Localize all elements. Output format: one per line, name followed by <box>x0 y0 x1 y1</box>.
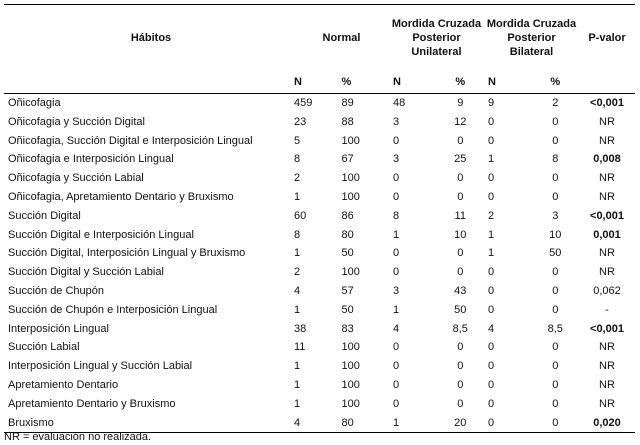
cell-bilateral-n: 0 <box>484 414 532 433</box>
cell-normal-n: 2 <box>294 172 301 185</box>
table-body <box>4 94 635 433</box>
table-row <box>4 150 635 169</box>
footnote: NR = evaluación no realizada. <box>4 431 152 443</box>
cell-pvalor: <0,001 <box>590 322 624 335</box>
cell-unilateral-pct: 10 <box>454 228 467 241</box>
cell-normal-pct: 100 <box>341 190 360 203</box>
cell-unilateral-n: 3 <box>393 284 400 297</box>
subheader-row <box>4 71 635 94</box>
cell-habito: Oñicofagia y Succión Digital <box>8 115 145 128</box>
cell-pvalor: NR <box>599 360 615 373</box>
table-row <box>4 113 635 132</box>
table-row <box>4 263 635 282</box>
cell-unilateral-n: 0 <box>393 172 400 185</box>
cell-pvalor: NR <box>599 134 615 147</box>
table-row <box>4 357 635 376</box>
cell-normal-pct: 88 <box>341 115 354 128</box>
cell-habito: Interposición Lingual <box>8 322 109 335</box>
cell-bilateral-pct: 2 <box>552 97 559 109</box>
cell-normal-n: 1 <box>294 303 301 316</box>
cell-normal-pct: 86 <box>341 209 354 222</box>
subheader-bilateral-n: N <box>488 76 496 88</box>
cell-unilateral-n: 0 <box>393 190 400 203</box>
cell-pvalor: - <box>605 303 609 316</box>
cell-pvalor: NR <box>599 115 615 128</box>
cell-normal-n: 5 <box>294 134 301 147</box>
cell-normal-pct: 100 <box>341 172 360 185</box>
cell-bilateral-n: 1 <box>488 228 495 241</box>
cell-normal-n: 38 <box>294 322 307 335</box>
cell-unilateral-pct: 0 <box>457 378 464 391</box>
cell-bilateral-pct: 8,5 <box>547 322 563 335</box>
table-row <box>4 94 635 113</box>
bilateral-line-1: Mordida Cruzada <box>486 18 577 30</box>
cell-bilateral-n: 0 <box>488 115 495 128</box>
cell-bilateral-n: 0 <box>488 190 495 203</box>
cell-bilateral-pct: 8 <box>552 153 559 166</box>
cell-pvalor: NR <box>599 341 615 354</box>
cell-bilateral-pct: 0 <box>552 172 559 185</box>
cell-habito: Oñicofagia, Succión Digital e Interposición Lingual <box>8 134 253 147</box>
cell-normal-n: 1 <box>294 247 301 260</box>
cell-bilateral-pct: 0 <box>552 190 559 203</box>
subheader-unilateral-n: N <box>393 76 401 88</box>
cell-bilateral-pct: 0 <box>552 378 559 391</box>
cell-bilateral-n: 0 <box>488 134 495 147</box>
cell-normal-n: 11 <box>294 341 306 354</box>
col-header-bilateral <box>484 5 579 72</box>
cell-bilateral-n: 0 <box>488 397 495 410</box>
unilateral-line-3: Unilateral <box>411 46 462 58</box>
cell-unilateral-pct: 20 <box>437 414 485 433</box>
cell-unilateral-pct: 0 <box>457 247 464 260</box>
cell-bilateral-n: 1 <box>488 247 495 260</box>
cell-normal-pct: 57 <box>341 284 354 297</box>
table-row <box>4 282 635 301</box>
cell-normal-n: 4 <box>294 414 342 433</box>
cell-normal-n: 4 <box>294 284 301 297</box>
cell-normal-pct: 50 <box>341 247 354 260</box>
cell-normal-pct: 100 <box>341 378 360 391</box>
table-row <box>4 244 635 263</box>
cell-unilateral-pct: 0 <box>457 172 464 185</box>
col-header-unilateral <box>389 5 484 72</box>
cell-habito: Succión Digital y Succión Labial <box>8 266 164 279</box>
cell-normal-n: 8 <box>294 153 301 166</box>
cell-bilateral-pct: 0 <box>552 341 559 354</box>
cell-unilateral-n: 0 <box>393 378 400 391</box>
cell-bilateral-n: 0 <box>488 266 495 279</box>
cell-bilateral-n: 0 <box>488 172 495 185</box>
cell-bilateral-pct: 0 <box>552 360 559 373</box>
cell-habito: Succión Digital, Interposición Lingual y Bruxismo <box>8 247 246 260</box>
cell-normal-n: 1 <box>294 360 301 373</box>
table-row <box>4 376 635 395</box>
table-row <box>4 226 635 245</box>
cell-pvalor: NR <box>599 266 615 279</box>
subheader-bilateral-pct: % <box>550 76 561 88</box>
cell-unilateral-pct: 0 <box>457 397 464 410</box>
col-header-habitos: Hábitos <box>130 32 172 44</box>
cell-bilateral-pct: 0 <box>552 303 559 316</box>
cell-unilateral-n: 3 <box>393 115 400 128</box>
cell-bilateral-pct: 0 <box>552 115 559 128</box>
unilateral-line-2: Posterior <box>412 32 461 44</box>
cell-bilateral-pct: 0 <box>552 134 559 147</box>
subheader-unilateral-pct: % <box>455 76 466 88</box>
cell-habito: Succión Digital e Interposición Lingual <box>8 228 194 241</box>
cell-unilateral-n: 0 <box>393 360 400 373</box>
cell-bilateral-pct: 0 <box>552 397 559 410</box>
cell-normal-n: 459 <box>294 97 313 109</box>
cell-unilateral-n: 0 <box>393 266 400 279</box>
table-row <box>4 414 635 433</box>
header-row <box>4 5 635 72</box>
cell-unilateral-n: 1 <box>393 228 400 241</box>
cell-normal-pct: 100 <box>341 397 360 410</box>
cell-normal-pct: 100 <box>341 134 360 147</box>
cell-normal-pct: 100 <box>341 266 360 279</box>
cell-unilateral-pct: 25 <box>454 153 467 166</box>
cell-unilateral-pct: 0 <box>457 266 464 279</box>
cell-bilateral-pct: 0 <box>532 414 580 433</box>
cell-bilateral-n: 1 <box>488 153 495 166</box>
col-header-pvalor: P-valor <box>588 32 626 44</box>
cell-normal-n: 8 <box>294 228 301 241</box>
cell-unilateral-n: 1 <box>389 414 437 433</box>
cell-unilateral-n: 48 <box>393 97 406 109</box>
cell-habito: Succión Labial <box>8 341 80 354</box>
habits-table <box>4 4 635 433</box>
cell-normal-pct: 67 <box>341 153 354 166</box>
cell-unilateral-pct: 43 <box>454 284 467 297</box>
table-row <box>4 132 635 151</box>
cell-normal-n: 1 <box>294 397 301 410</box>
cell-unilateral-pct: 9 <box>457 97 464 109</box>
table-row <box>4 169 635 188</box>
cell-bilateral-pct: 0 <box>552 284 559 297</box>
cell-normal-pct: 80 <box>341 228 354 241</box>
cell-unilateral-pct: 11 <box>454 209 466 222</box>
table-row <box>4 320 635 339</box>
cell-unilateral-n: 0 <box>393 247 400 260</box>
cell-normal-pct: 100 <box>341 341 360 354</box>
cell-unilateral-n: 8 <box>393 209 400 222</box>
cell-unilateral-pct: 12 <box>454 115 467 128</box>
bilateral-line-2: Posterior <box>507 32 556 44</box>
subheader-pvalor-empty <box>579 71 635 94</box>
cell-habito: Succión de Chupón <box>8 284 105 297</box>
cell-bilateral-n: 4 <box>488 322 495 335</box>
cell-normal-n: 1 <box>294 378 301 391</box>
cell-habito: Oñicofagia, Apretamiento Dentario y Bruxismo <box>8 190 234 203</box>
cell-normal-pct: 83 <box>341 322 354 335</box>
cell-pvalor: NR <box>599 378 615 391</box>
cell-habito: Apretamiento Dentario y Bruxismo <box>8 397 176 410</box>
cell-habito: Succión de Chupón e Interposición Lingual <box>8 303 218 316</box>
cell-habito: Succión Digital <box>8 209 81 222</box>
cell-unilateral-n: 1 <box>393 303 400 316</box>
table-row <box>4 338 635 357</box>
cell-pvalor: NR <box>599 247 615 260</box>
cell-habito: Oñicofagia <box>8 97 61 109</box>
cell-unilateral-pct: 50 <box>454 303 467 316</box>
cell-pvalor: NR <box>599 397 615 410</box>
cell-pvalor: 0,020 <box>579 414 635 433</box>
cell-normal-pct: 89 <box>341 97 354 109</box>
col-header-normal: Normal <box>322 32 361 44</box>
cell-normal-n: 60 <box>294 209 307 222</box>
cell-habito: Bruxismo <box>4 414 294 433</box>
cell-bilateral-n: 0 <box>488 360 495 373</box>
cell-normal-n: 2 <box>294 266 301 279</box>
cell-unilateral-n: 0 <box>393 397 400 410</box>
cell-habito: Oñicofagia e Interposición Lingual <box>8 153 174 166</box>
cell-bilateral-n: 2 <box>488 209 495 222</box>
cell-unilateral-pct: 0 <box>457 190 464 203</box>
cell-unilateral-n: 3 <box>393 153 400 166</box>
subheader-normal-pct: % <box>341 76 352 88</box>
cell-habito: Oñicofagia y Succión Labial <box>8 172 144 185</box>
cell-bilateral-pct: 0 <box>552 266 559 279</box>
table-row <box>4 301 635 320</box>
cell-bilateral-pct: 50 <box>549 247 562 260</box>
cell-bilateral-n: 0 <box>488 341 495 354</box>
cell-normal-pct: 50 <box>341 303 354 316</box>
cell-unilateral-pct: 8,5 <box>452 322 468 335</box>
table-row <box>4 207 635 226</box>
cell-pvalor: 0,062 <box>593 284 621 297</box>
cell-unilateral-n: 4 <box>393 322 400 335</box>
cell-normal-pct: 100 <box>341 360 360 373</box>
cell-pvalor: NR <box>599 172 615 185</box>
cell-pvalor: <0,001 <box>590 209 624 222</box>
cell-pvalor: <0,001 <box>590 97 624 109</box>
unilateral-line-1: Mordida Cruzada <box>391 18 482 30</box>
bilateral-line-3: Bilateral <box>509 46 554 58</box>
cell-pvalor: 0,001 <box>593 228 621 241</box>
subheader-normal-n: N <box>294 76 302 88</box>
cell-habito: Apretamiento Dentario <box>8 378 119 391</box>
cell-unilateral-n: 0 <box>393 134 400 147</box>
cell-bilateral-n: 0 <box>488 378 495 391</box>
cell-habito: Interposición Lingual y Succión Labial <box>8 360 193 373</box>
cell-bilateral-n: 0 <box>488 303 495 316</box>
cell-unilateral-pct: 0 <box>457 360 464 373</box>
cell-unilateral-n: 0 <box>393 341 400 354</box>
cell-unilateral-pct: 0 <box>457 341 464 354</box>
cell-normal-n: 1 <box>294 190 301 203</box>
cell-bilateral-n: 0 <box>488 284 495 297</box>
cell-bilateral-n: 9 <box>488 97 495 109</box>
table-row <box>4 395 635 414</box>
table-row <box>4 188 635 207</box>
cell-pvalor: 0,008 <box>593 153 621 166</box>
cell-bilateral-pct: 10 <box>549 228 562 241</box>
cell-pvalor: NR <box>599 190 615 203</box>
cell-unilateral-pct: 0 <box>457 134 464 147</box>
subheader-empty <box>4 71 294 94</box>
cell-normal-pct: 80 <box>342 414 390 433</box>
cell-normal-n: 23 <box>294 115 307 128</box>
cell-bilateral-pct: 3 <box>552 209 559 222</box>
